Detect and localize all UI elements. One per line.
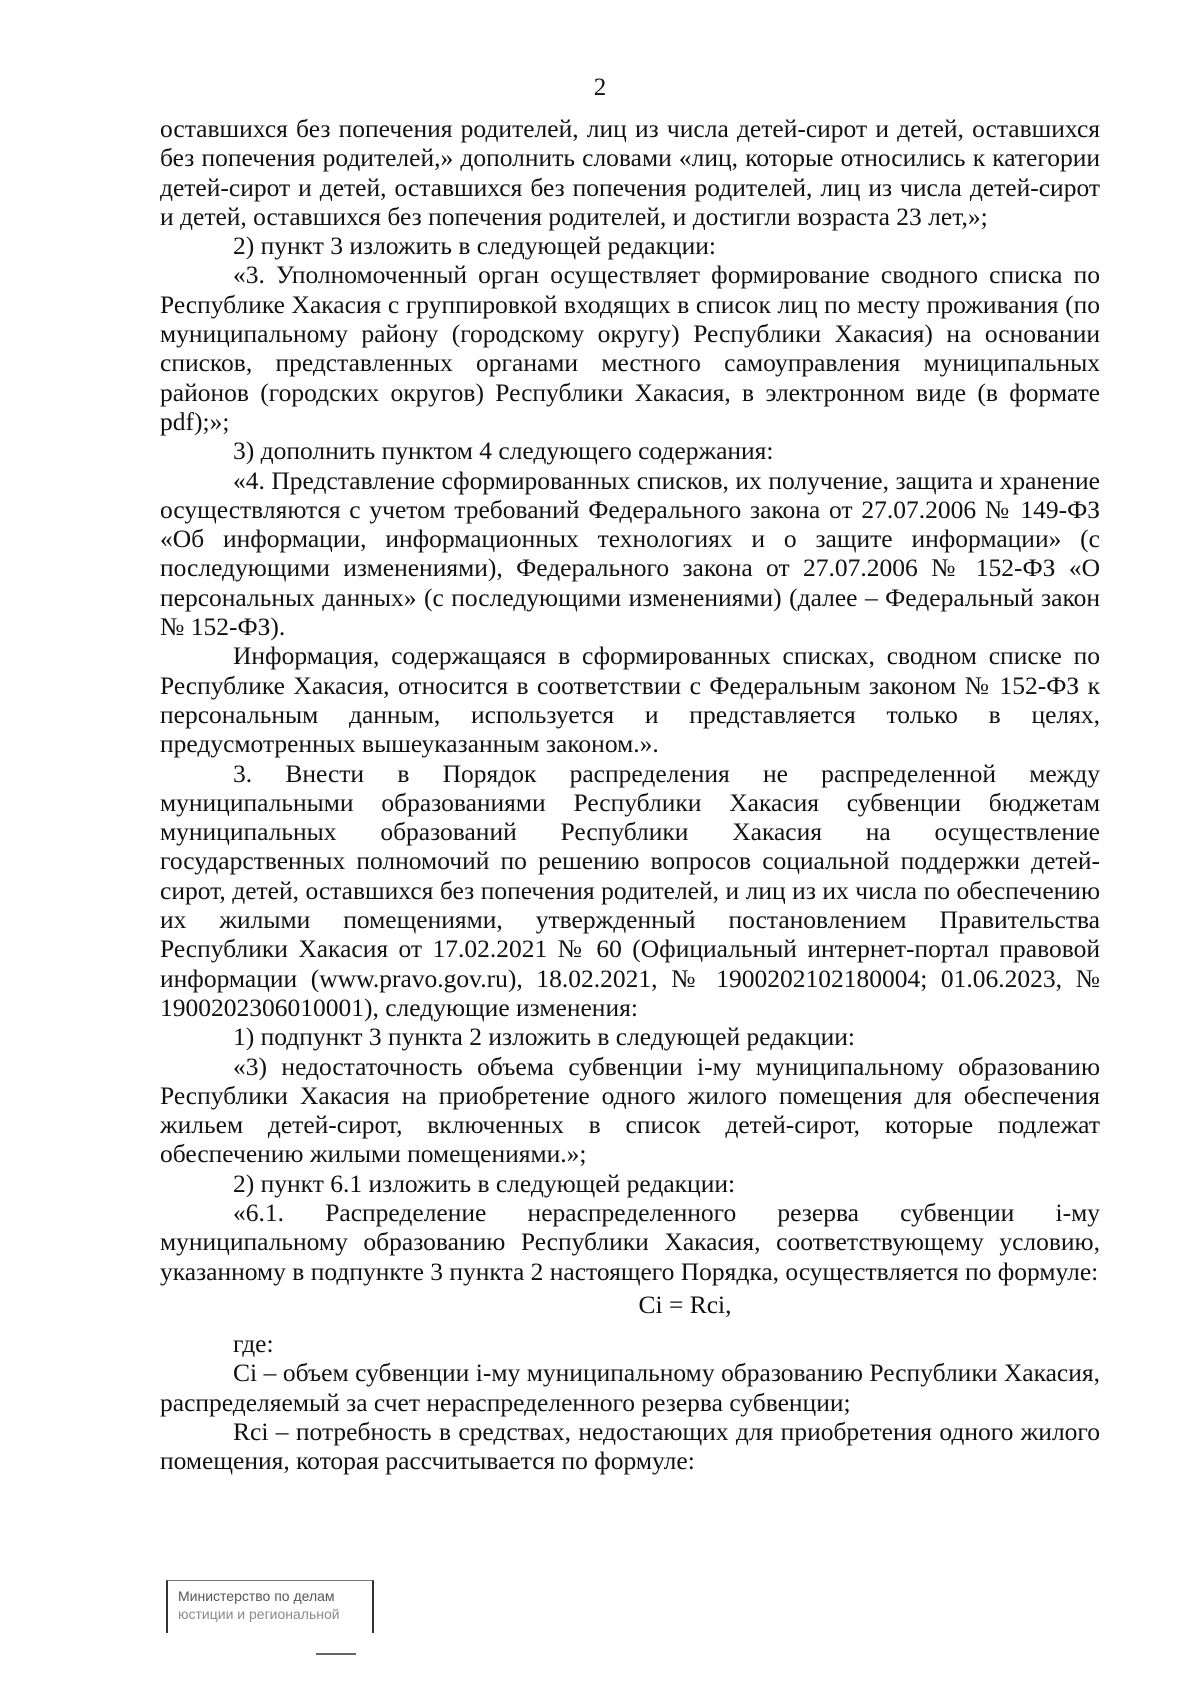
paragraph: 3) дополнить пунктом 4 следующего содержания:	[233, 436, 774, 466]
paragraph: «3) недостаточность объема субвенции i-му муниципальному образованию Республики Хакасия на приобретение одного жилого помещения для обеспечения жильем детей-сирот, включенных в список детей-сирот, которые подлежат обеспечению жилыми помещениями.»;	[160, 1051, 1100, 1169]
paragraph: 3. Внести в Порядок распределения не распределенной между муниципальными образованиями Республики Хакасия субвенции бюджетам муниципальных образований Республики Хакасия на осуществление государственных полномочий по решению вопросов социальной поддержки детей-сирот, детей, оставшихся без попечения родителей, и лиц из их числа по обеспечению их жилыми помещениями, утвержденный постановлением Правительства Республики Хакасия от 17.02.2021 № 60 (Официальный интернет-портал правовой информации (www.pravo.gov.ru), 18.02.2021, № 1900202102180004; 01.06.2023, № 1900202306010001), следующие изменения:	[160, 758, 1100, 1022]
page-number: 2	[593, 74, 607, 101]
paragraph: «3. Уполномоченный орган осуществляет формирование сводного списка по Республике Хакасия с группировкой входящих в список лиц по месту проживания (по муниципальному району (городскому округу) Республики Хакасия) на основании списков, представленных органами местного самоуправления муниципальных районов (городских округов) Республики Хакасия, в электронном виде (в формате pdf);»;	[160, 260, 1100, 436]
stamp-line-2: юстиции и региональной	[178, 1606, 340, 1622]
paragraph: 2) пункт 6.1 изложить в следующей редакции:	[233, 1168, 736, 1198]
stamp-underline	[316, 1653, 356, 1656]
paragraph: Ci – объем субвенции i-му муниципальному образованию Республики Хакасия, распределяемый за счет нераспределенного резерва субвенции;	[160, 1358, 1100, 1417]
paragraph: где:	[233, 1329, 274, 1359]
document-body	[160, 114, 1100, 1476]
paragraph: «6.1. Распределение нераспределенного резерва субвенции i-му муниципальному образованию Республики Хакасия, соответствующему условию, указанному в подпункте 3 пункта 2 настоящего Порядка, осуществляется по формуле:	[160, 1197, 1100, 1286]
paragraph: Rci – потребность в средствах, недостающих для приобретения одного жилого помещения, которая рассчитывается по формуле:	[160, 1417, 1100, 1476]
paragraph: «4. Представление сформированных списков, их получение, защита и хранение осуществляются с учетом требований Федерального закона от 27.07.2006 № 149-ФЗ «Об информации, информационных технологиях и о защите информации» (с последующими изменениями), Федерального закона от 27.07.2006 № 152-ФЗ «О персональных данных» (с последующими изменениями) (далее – Федеральный закон № 152-ФЗ).	[160, 465, 1100, 642]
formula: Ci = Rci,	[638, 1289, 732, 1319]
stamp-line-1: Министерство по делам	[178, 1588, 335, 1604]
paragraph: 2) пункт 3 изложить в следующей редакции:	[233, 231, 716, 261]
paragraph: оставшихся без попечения родителей, лиц из числа детей-сирот и детей, оставшихся без попечения родителей,» дополнить словами «лиц, которые относились к категории детей-сирот и детей, оставшихся без попечения родителей, лиц из числа детей-сирот и детей, оставшихся без попечения родителей, и достигли возраста 23 лет,»;	[160, 114, 1100, 231]
paragraph: Информация, содержащаяся в сформированных списках, сводном списке по Республике Хакасия, относится в соответствии с Федеральным законом № 152-ФЗ к персональным данным, используется и представляется только в целях, предусмотренных вышеуказанным законом.».	[160, 641, 1100, 759]
paragraph: 1) подпункт 3 пункта 2 изложить в следующей редакции:	[233, 1022, 855, 1052]
registration-stamp	[166, 1580, 378, 1658]
